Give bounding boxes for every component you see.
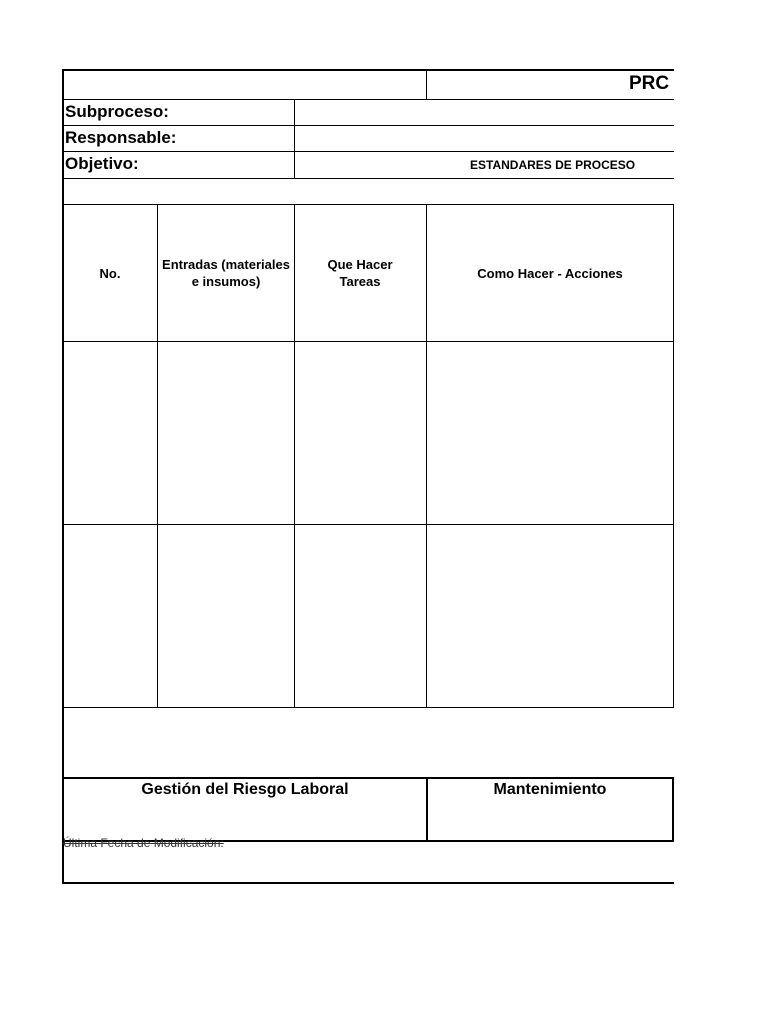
field-row-1-bottom <box>62 125 674 126</box>
table-row-2-que-hacer[interactable] <box>296 526 425 706</box>
column-header-no <box>63 205 157 341</box>
row-1-bottom <box>62 524 674 525</box>
col-divider-1 <box>157 204 158 708</box>
last-modified-label: Última Fecha de Modificación: <box>63 836 224 850</box>
field-value-divider <box>294 99 295 179</box>
responsable-label: Responsable: <box>65 128 177 147</box>
risk-section-heading: Gestión del Riesgo Laboral <box>141 781 349 798</box>
column-header-entradas <box>162 205 290 341</box>
top-border <box>62 69 674 71</box>
column-header-como-hacer-text: Como Hacer - Acciones <box>477 265 623 281</box>
table-row-1-entradas[interactable] <box>159 343 293 523</box>
table-row-1-que-hacer[interactable] <box>296 343 425 523</box>
column-header-entradas-text: Entradas (materiales e insumos) <box>162 257 290 289</box>
col-divider-2 <box>294 204 295 708</box>
page-title: PRC <box>629 73 670 94</box>
title-divider <box>426 69 427 99</box>
table-row-1-no[interactable] <box>64 343 156 523</box>
title-row-bottom <box>62 99 674 100</box>
field-row-2-bottom <box>62 151 674 152</box>
objetivo-label: Objetivo: <box>65 154 139 173</box>
sections-top <box>62 777 674 779</box>
responsable-value[interactable] <box>298 127 672 150</box>
table-row-1-como-hacer[interactable] <box>428 343 672 523</box>
bottom-border <box>62 882 674 884</box>
table-row-2-entradas[interactable] <box>159 526 293 706</box>
table-right <box>673 204 674 708</box>
table-row-2-como-hacer[interactable] <box>428 526 672 706</box>
field-row-3-bottom <box>62 178 674 179</box>
header-row-bottom <box>62 341 674 342</box>
column-header-que-hacer <box>310 205 410 341</box>
row-2-bottom <box>62 707 674 708</box>
standards-label: ESTANDARES DE PROCESO <box>470 158 636 172</box>
sections-right <box>672 777 674 842</box>
maintenance-section-heading: Mantenimiento <box>493 781 607 798</box>
subproceso-value[interactable] <box>298 101 672 124</box>
column-header-no-text: No. <box>99 265 121 281</box>
column-header-como-hacer <box>427 205 673 341</box>
column-header-que-hacer-text: Que Hacer Tareas <box>327 257 393 289</box>
subproceso-label: Subproceso: <box>65 102 169 121</box>
objetivo-value[interactable] <box>298 153 458 176</box>
table-row-2-no[interactable] <box>64 526 156 706</box>
